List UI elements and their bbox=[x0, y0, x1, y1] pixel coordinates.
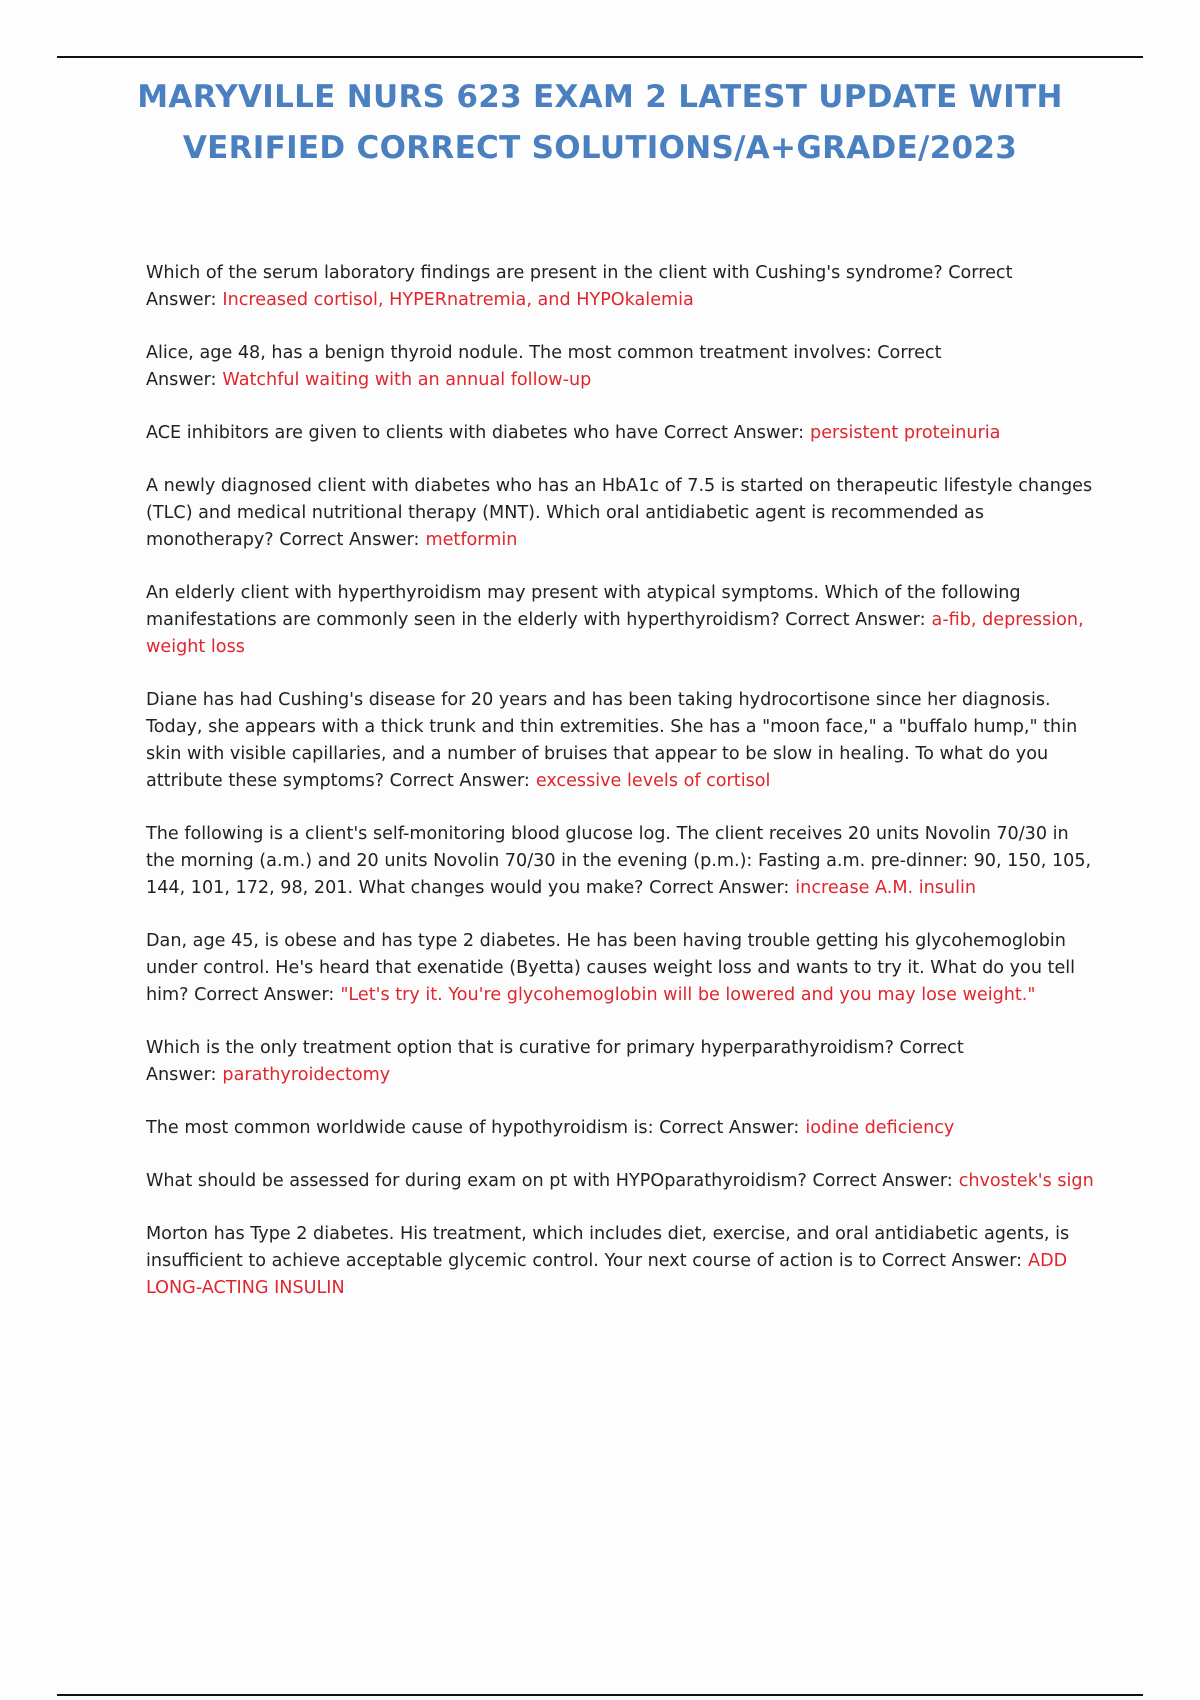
qa-item bbox=[146, 1035, 1098, 1089]
top-rule bbox=[57, 56, 1143, 58]
qa-item bbox=[146, 340, 1098, 394]
question-text: The most common worldwide cause of hypothyroidism is: Correct Answer: bbox=[146, 1118, 800, 1138]
answer-text: Watchful waiting with an annual follow-up bbox=[222, 370, 592, 390]
question-text: Dan, age 45, is obese and has type 2 diabetes. He has been having trouble getting his glycohemoglobin under control. He's heard that exenatide (Byetta) causes weight loss and wants to try it. What do you tell him? Correct Answer: bbox=[146, 931, 1076, 1005]
qa-item bbox=[146, 1115, 1098, 1142]
qa-item bbox=[146, 473, 1098, 554]
question-text: Which of the serum laboratory findings are present in the client with Cushing's syndrome? Correct Answer: bbox=[146, 263, 1013, 310]
question-text: A newly diagnosed client with diabetes who has an HbA1c of 7.5 is started on therapeutic lifestyle changes (TLC) and medical nutritional therapy (MNT). Which oral antidiabetic agent is recommended as monotherapy? Correct Answer: bbox=[146, 476, 1093, 550]
question-text: An elderly client with hyperthyroidism may present with atypical symptoms. Which of the following manifestations are commonly seen in the elderly with hyperthyroidism? Correct Answer: bbox=[146, 583, 1021, 630]
question-text: Which is the only treatment option that is curative for primary hyperparathyroidism? Correct Answer: bbox=[146, 1038, 964, 1085]
question-text: What should be assessed for during exam on pt with HYPOparathyroidism? Correct Answer: bbox=[146, 1171, 953, 1191]
document-title: MARYVILLE NURS 623 EXAM 2 LATEST UPDATE WITH VERIFIED CORRECT SOLUTIONS/A+GRADE/2023 bbox=[137, 79, 1063, 166]
answer-text: Increased cortisol, HYPERnatremia, and HYPOkalemia bbox=[222, 290, 694, 310]
answer-text: parathyroidectomy bbox=[222, 1065, 391, 1085]
qa-item bbox=[146, 928, 1098, 1009]
answer-text: a-fib, depression, weight loss bbox=[146, 610, 1084, 657]
question-text: Diane has had Cushing's disease for 20 years and has been taking hydrocortisone since her diagnosis. Today, she appears with a thick trunk and thin extremities. She has a "moon face," a "buffalo hump," thin skin with visible capillaries, and a number of bruises that appear to be slow in healing. To what do you attribute these symptoms? Correct Answer: bbox=[146, 690, 1078, 791]
qa-item bbox=[146, 580, 1098, 661]
question-text: Morton has Type 2 diabetes. His treatment, which includes diet, exercise, and oral antidiabetic agents, is insufficient to achieve acceptable glycemic control. Your next course of action is to Correct Answer: bbox=[146, 1224, 1070, 1271]
qa-item bbox=[146, 260, 1098, 314]
qa-item bbox=[146, 1168, 1098, 1195]
bottom-rule bbox=[57, 1694, 1143, 1696]
question-text: The following is a client's self-monitoring blood glucose log. The client receives 20 units Novolin 70/30 in the morning (a.m.) and 20 units Novolin 70/30 in the evening (p.m.): Fasting a.m. pre-dinner: 90, 150, 105, 144, 101, 172, 98, 201. What changes would you make? Correct Answer: bbox=[146, 824, 1092, 898]
qa-item bbox=[146, 420, 1098, 447]
question-text: ACE inhibitors are given to clients with diabetes who have Correct Answer: bbox=[146, 423, 805, 443]
answer-text: excessive levels of cortisol bbox=[535, 771, 771, 791]
qa-item bbox=[146, 821, 1098, 902]
qa-list bbox=[146, 260, 1098, 1328]
answer-text: iodine deficiency bbox=[805, 1118, 955, 1138]
answer-text: persistent proteinuria bbox=[810, 423, 1001, 443]
qa-item bbox=[146, 1221, 1098, 1302]
answer-text: chvostek's sign bbox=[958, 1171, 1094, 1191]
answer-text: increase A.M. insulin bbox=[795, 878, 977, 898]
answer-text: "Let's try it. You're glycohemoglobin will be lowered and you may lose weight." bbox=[340, 985, 1036, 1005]
question-text: Alice, age 48, has a benign thyroid nodule. The most common treatment involves: Correct Answer: bbox=[146, 343, 942, 390]
answer-text: metformin bbox=[425, 530, 518, 550]
qa-item bbox=[146, 687, 1098, 795]
answer-text: ADD LONG-ACTING INSULIN bbox=[146, 1251, 1068, 1298]
